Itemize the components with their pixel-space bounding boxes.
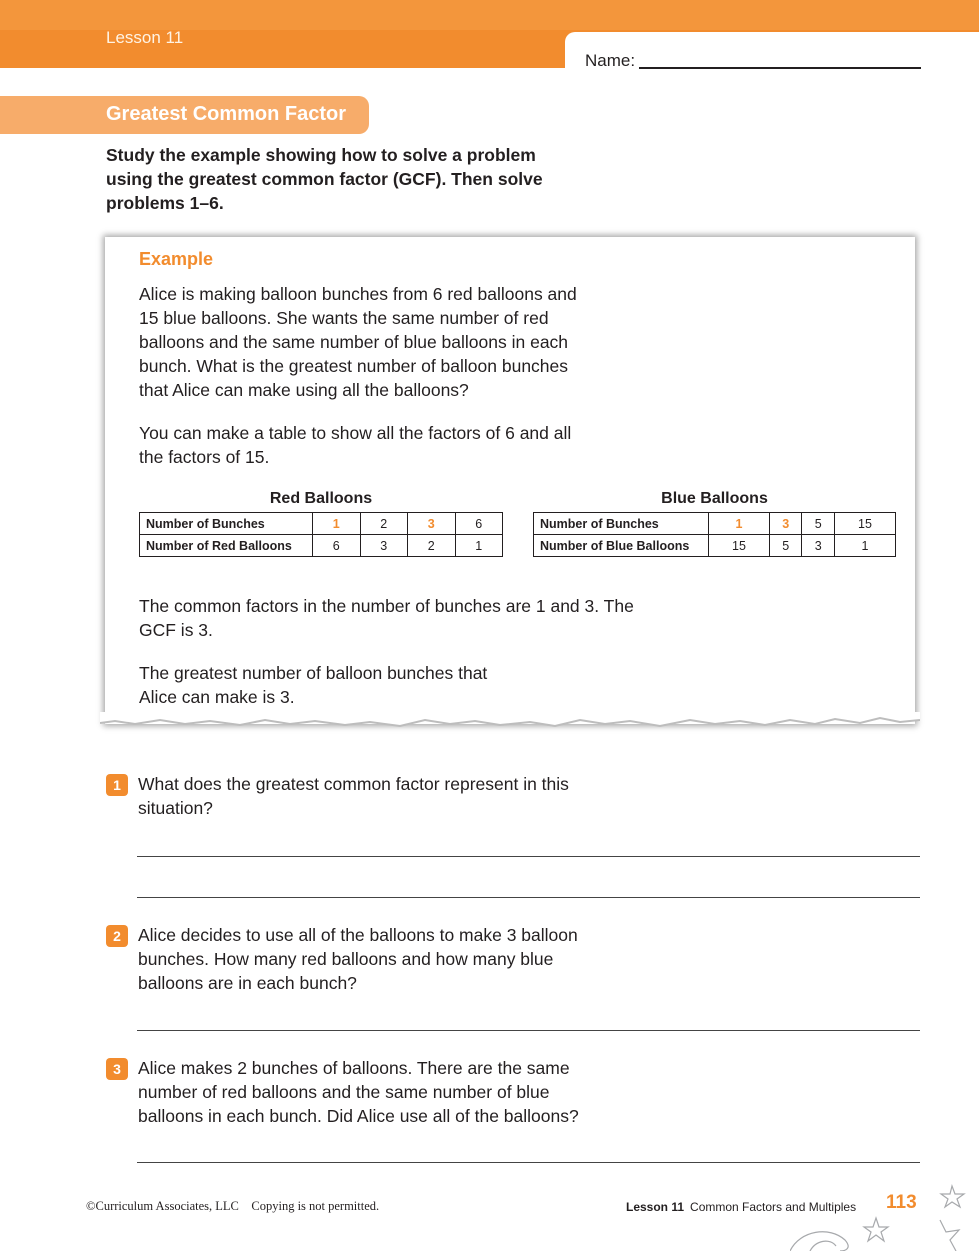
table-row: [140, 535, 503, 557]
table-cell: 3: [802, 535, 835, 557]
answer-line[interactable]: [137, 897, 920, 898]
example-table-intro: You can make a table to show all the factors of 6 and all the factors of 15.: [139, 423, 572, 467]
header-banner-highlight: [0, 0, 979, 30]
intro-instructions: Study the example showing how to solve a problem using the greatest common factor (GCF). Then solve problems 1–6.: [106, 145, 543, 213]
copyright-notice: ©Curriculum Associates, LLC Copying is not permitted.: [86, 1199, 380, 1213]
table-cell: 3: [360, 535, 408, 557]
question-number-badge: 3: [106, 1058, 128, 1080]
table-row: [534, 535, 896, 557]
table-row-label: Number of Bunches: [534, 513, 709, 535]
star-swirl-decoration-icon: [790, 1180, 979, 1251]
table-cell: 3: [408, 513, 456, 535]
table-cell: 2: [360, 513, 408, 535]
lesson-label: Lesson 11: [106, 28, 184, 47]
answer-line[interactable]: [137, 1030, 920, 1031]
table-row-label: Number of Blue Balloons: [534, 535, 709, 557]
answer-line[interactable]: [137, 1162, 920, 1163]
table-row: [140, 513, 503, 535]
question-text: Alice makes 2 bunches of balloons. There are the same number of red balloons and the same number of blue balloons in each bunch. Did Alice use all of the balloons?: [138, 1058, 579, 1126]
red-balloons-table: [139, 512, 503, 557]
question-number-badge: 1: [106, 774, 128, 796]
table-cell: 15: [709, 535, 770, 557]
red-table-title: Red Balloons: [269, 490, 373, 507]
table-cell: 6: [313, 535, 361, 557]
example-answer: The greatest number of balloon bunches that Alice can make is 3.: [139, 663, 488, 707]
table-row-label: Number of Bunches: [140, 513, 313, 535]
torn-edge: [100, 712, 920, 742]
table-cell: 6: [455, 513, 503, 535]
question-text: What does the greatest common factor represent in this situation?: [138, 774, 569, 818]
table-cell: 15: [835, 513, 896, 535]
page-title: Greatest Common Factor: [106, 103, 347, 125]
example-common-factors: The common factors in the number of bunches are 1 and 3. The GCF is 3.: [139, 596, 634, 640]
example-heading: Example: [139, 249, 214, 269]
page-number: 113: [886, 1192, 917, 1213]
name-field[interactable]: [639, 67, 921, 69]
answer-line[interactable]: [137, 856, 920, 857]
table-cell: 1: [835, 535, 896, 557]
table-cell: 5: [802, 513, 835, 535]
question-text: Alice decides to use all of the balloons to make 3 balloon bunches. How many red balloons and how many blue balloons are in each bunch?: [138, 925, 578, 993]
footer-lesson-number: Lesson 11: [626, 1200, 685, 1214]
table-row: [534, 513, 896, 535]
name-label: Name:: [585, 51, 636, 70]
table-cell: 3: [769, 513, 802, 535]
table-cell: 2: [408, 535, 456, 557]
table-row-label: Number of Red Balloons: [140, 535, 313, 557]
blue-balloons-table: [533, 512, 896, 557]
footer-lesson-title: Common Factors and Multiples: [690, 1200, 857, 1214]
table-cell: 1: [455, 535, 503, 557]
table-cell: 5: [769, 535, 802, 557]
example-problem: Alice is making balloon bunches from 6 red balloons and 15 blue balloons. She wants the same number of red balloons and the same number of blue balloons in each bunch. What is the greatest number of balloon bunches that Alice can make using all the balloons?: [139, 284, 577, 400]
table-cell: 1: [709, 513, 770, 535]
question-number-badge: 2: [106, 925, 128, 947]
blue-table-title: Blue Balloons: [661, 490, 768, 507]
table-cell: 1: [313, 513, 361, 535]
